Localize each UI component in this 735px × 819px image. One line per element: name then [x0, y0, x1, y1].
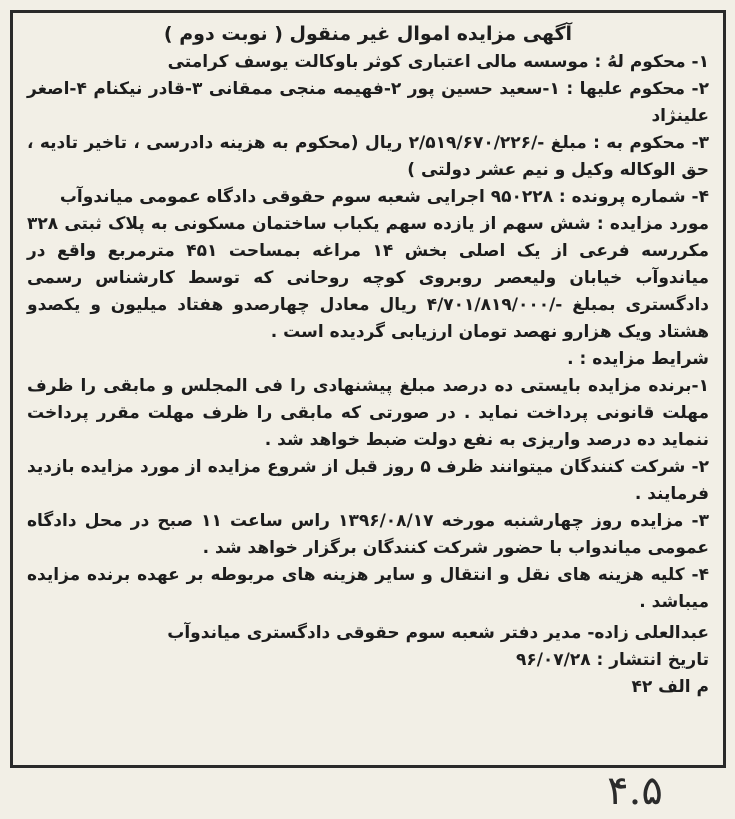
notice-paragraph-6: شرایط مزایده : . — [567, 349, 709, 369]
notice-paragraph-5: مورد مزایده : شش سهم از یازده سهم یکباب ساختمان مسکونی به پلاک ثبتی ۳۲۸ مکررسه فرعی از یک اصلی بخش ۱۴ مراغه بمساحت ۴۵۱ مترمربع واقع در میاندوآب خیابان ولیعصر روبروی کوچه روحانی که توسط کارشناس رسمی دادگستری بمبلغ -/۴/۷۰۱/۸۱۹/۰۰۰ ریال معادل چهارصدو هفتاد میلیون و یکصدو هشتاد ویک هزارو نهصد تومان ارزیابی گردیده است . — [27, 214, 709, 342]
notice-paragraph-4: ۴- شماره پرونده : ۹۵۰۲۲۸ اجرایی شعبه سوم حقوقی دادگاه عمومی میاندوآب — [59, 187, 709, 207]
notice-paragraph-1: ۱- محکوم لهُ : موسسه مالی اعتباری کوثر باوکالت یوسف کرامتی — [167, 52, 709, 72]
notice-paragraph-2: ۲- محکوم علیها : ۱-سعید حسین پور ۲-فهیمه منجی ممقانی ۳-قادر نیکنام ۴-اصغر علینژاد — [27, 79, 709, 126]
signature: عبدالعلی زاده- مدیر دفتر شعبه سوم حقوقی دادگستری میاندوآب — [167, 623, 709, 643]
notice-frame — [10, 10, 726, 768]
notice-paragraph-8: ۲- شرکت کنندگان میتوانند ظرف ۵ روز قبل از شروع مزایده از مورد مزایده بازدید فرمایند . — [27, 457, 710, 504]
notice-paragraph-3: ۳- محکوم به : مبلغ -/۲/۵۱۹/۶۷۰/۲۲۶ ریال (محکوم به هزینه دادرسی ، تاخیر تادیه ، حق الوکاله وکیل و نیم عشر دولتی ) — [27, 133, 710, 180]
notice-title: آگهی مزایده اموال غیر منقول ( نوبت دوم ) — [163, 23, 573, 45]
notice-paragraph-10: ۴- کلیه هزینه های نقل و انتقال و سایر هزینه های مربوطه بر عهده برنده مزایده میباشد . — [27, 565, 709, 612]
notice-paragraph-7: ۱-برنده مزایده بایستی ده درصد مبلغ پیشنهادی را فی المجلس و مابقی را ظرف مهلت قانونی پرداخت نماید . در صورتی که مابقی را ظرف مهلت مقرر پرداخت ننماید ده درصد واریزی به نفع دولت ضبط خواهد شد . — [27, 376, 709, 450]
publish-date: تاریخ انتشار : ۹۶/۰۷/۲۸ — [515, 650, 709, 670]
handwritten-number: ۴.۵ — [607, 768, 663, 814]
notice-paragraph-9: ۳- مزایده روز چهارشنبه مورخه ۱۳۹۶/۰۸/۱۷ راس ساعت ۱۱ صبح در محل دادگاه عمومی میاندواب با حضور شرکت کنندگان برگزار خواهد شد . — [27, 511, 709, 558]
notice-code: م الف ۴۲ — [631, 677, 709, 697]
